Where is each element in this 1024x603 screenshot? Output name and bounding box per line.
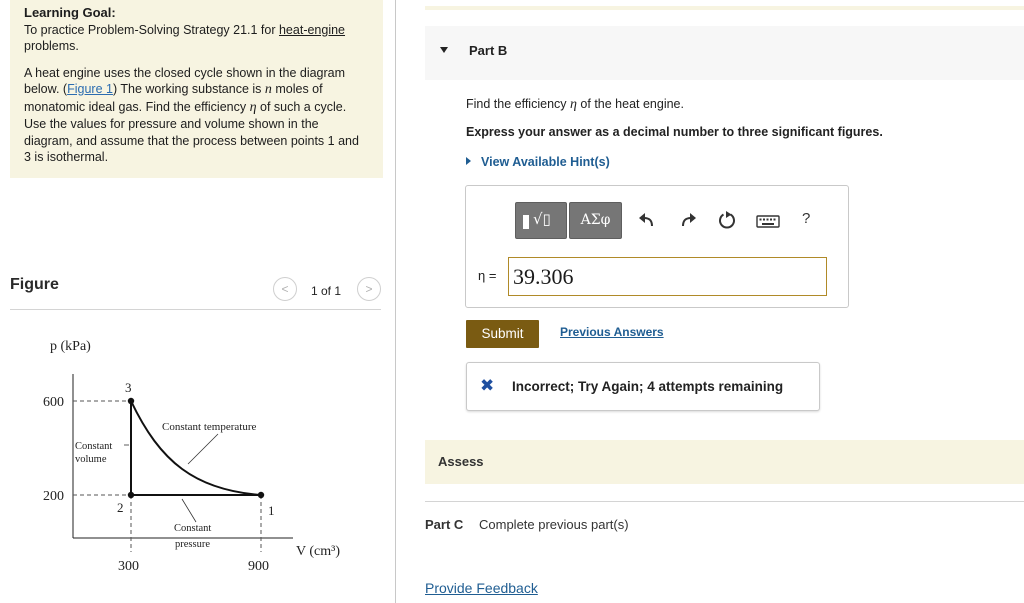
- y-axis-label: p (kPa): [50, 339, 91, 354]
- help-button[interactable]: ?: [802, 210, 811, 227]
- n-symbol: n: [264, 82, 272, 97]
- y-tick-200: 200: [43, 489, 64, 504]
- templates-button[interactable]: [515, 202, 567, 239]
- templates-icon: [523, 215, 529, 229]
- figure-pager: 1 of 1: [311, 284, 342, 298]
- constant-pressure-leader: [182, 499, 196, 522]
- problem-statement: A heat engine uses the closed cycle shown in the diagram below. (Figure 1) The working substance is n moles of monatomic ideal gas. Find the efficiency η of such a cycle. Use the values for pressure and volume shown in the diagram, and assume that the process between points 1 and 3 is isothermal.: [24, 65, 359, 164]
- isothermal-process: [131, 401, 261, 495]
- constant-pressure-label-2: pressure: [175, 539, 210, 550]
- constant-temperature-label: Constant temperature: [162, 421, 257, 433]
- feedback-text: Incorrect; Try Again; 4 attempts remaining: [512, 379, 784, 394]
- pv-diagram: [10, 312, 370, 582]
- part-b-label[interactable]: Part B: [469, 43, 508, 58]
- eta-symbol: η: [249, 99, 257, 115]
- constant-volume-label-2: volume: [75, 454, 107, 465]
- point-3: [128, 398, 134, 404]
- feedback-box: [466, 362, 820, 411]
- figure-title: Figure: [10, 276, 59, 293]
- figure-next-button[interactable]: [357, 277, 381, 301]
- assess-label: Assess: [438, 454, 484, 469]
- redo-icon[interactable]: [677, 210, 699, 232]
- point-1-label: 1: [268, 503, 275, 518]
- constant-temperature-leader: [188, 434, 218, 464]
- point-2-label: 2: [117, 500, 124, 515]
- question-eta-symbol: η: [570, 97, 577, 112]
- top-rule: [425, 6, 1024, 10]
- figure-prev-button[interactable]: [273, 277, 297, 301]
- part-c-divider: [425, 501, 1024, 502]
- view-hints-link[interactable]: View Available Hint(s): [466, 155, 610, 169]
- point-3-label: 3: [125, 380, 132, 395]
- assess-bar: [425, 440, 1024, 484]
- heat-engine-link[interactable]: heat-engine: [278, 22, 346, 37]
- keyboard-icon[interactable]: [756, 210, 780, 232]
- provide-feedback-link[interactable]: Provide Feedback: [425, 580, 538, 596]
- learning-goal-title: Learning Goal:: [24, 5, 116, 20]
- x-tick-900: 900: [248, 559, 269, 574]
- x-axis-label: V (cm³): [296, 544, 340, 559]
- undo-icon[interactable]: [636, 210, 658, 232]
- part-b-instruction: Express your answer as a decimal number to three significant figures.: [466, 125, 883, 139]
- part-b-header[interactable]: [425, 26, 1024, 80]
- expand-triangle-icon: [466, 157, 471, 165]
- y-tick-600: 600: [43, 395, 64, 410]
- x-icon: ✖: [480, 376, 495, 395]
- submit-button[interactable]: Submit: [466, 320, 539, 348]
- part-c-text: Complete previous part(s): [479, 517, 629, 532]
- point-2: [128, 492, 134, 498]
- figure-1-link[interactable]: Figure 1: [67, 82, 113, 96]
- reset-icon[interactable]: [716, 210, 738, 232]
- point-1: [258, 492, 264, 498]
- figure-divider: [10, 309, 381, 310]
- answer-input[interactable]: 39.306: [508, 257, 827, 296]
- constant-volume-label-1: Constant: [75, 441, 113, 452]
- x-tick-300: 300: [118, 559, 139, 574]
- part-c-label: Part C: [425, 517, 464, 532]
- learning-goal-intro: To practice Problem-Solving Strategy 21.1 for heat-engine problems.: [24, 22, 346, 53]
- collapse-triangle-icon[interactable]: [440, 47, 448, 53]
- chevron-left-icon: <: [281, 282, 289, 296]
- chevron-right-icon: >: [365, 282, 373, 296]
- greek-symbols-button[interactable]: ΑΣφ: [569, 202, 622, 239]
- constant-pressure-label-1: Constant: [174, 523, 212, 534]
- answer-label: η =: [478, 268, 497, 283]
- previous-answers-link[interactable]: Previous Answers: [560, 325, 664, 339]
- panel-divider: [395, 0, 396, 603]
- sqrt-icon: √▯: [533, 210, 551, 228]
- part-b-question: Find the efficiency η of the heat engine.: [466, 97, 684, 112]
- learning-goal-box: [10, 0, 383, 178]
